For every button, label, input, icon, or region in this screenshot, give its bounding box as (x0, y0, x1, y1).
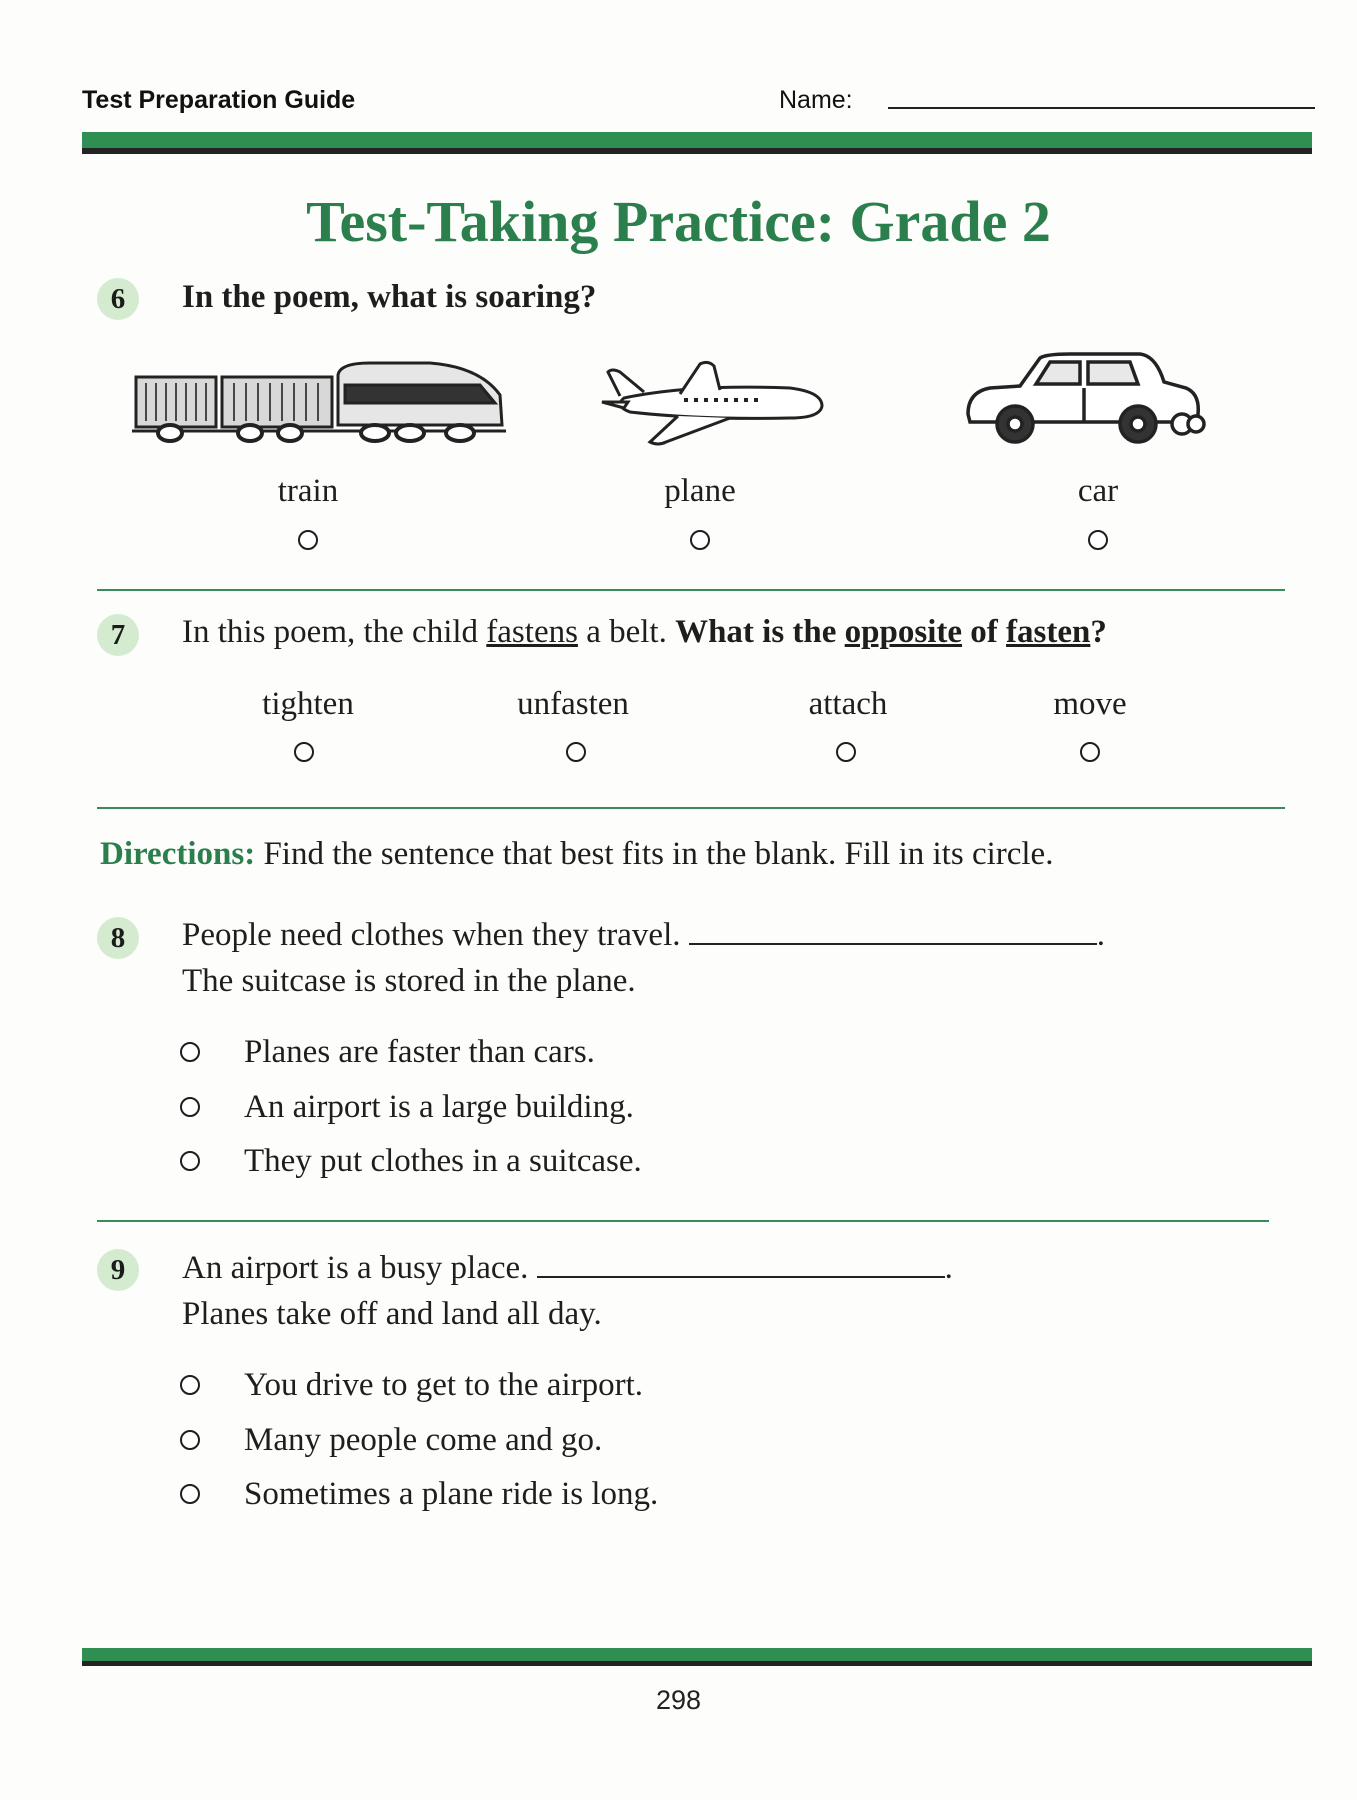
q7-option-bubble[interactable] (566, 742, 586, 762)
section-divider (97, 1220, 1269, 1222)
q7-bold-part1: What is the (675, 614, 837, 650)
q7-word-fasten: fasten (1006, 614, 1091, 650)
footer-divider-bar (82, 1648, 1312, 1666)
q8-option-text: Planes are faster than cars. (244, 1034, 595, 1070)
q7-word-fastens: fastens (486, 614, 578, 650)
question-number-6: 6 (97, 278, 139, 320)
question-6-text: In the poem, what is soaring? (182, 279, 597, 315)
q7-option-label: attach (808, 686, 888, 722)
q7-prefix: In this poem, the child (182, 614, 479, 650)
q7-option-bubble[interactable] (294, 742, 314, 762)
header-divider-bar (82, 132, 1312, 154)
q6-option-train-bubble[interactable] (298, 530, 318, 550)
section-divider (97, 589, 1285, 591)
q7-bold-part2: of (970, 614, 998, 650)
q9-option-bubble[interactable] (180, 1375, 200, 1395)
q9-line-1 (182, 1250, 953, 1287)
q9-blank-period: . (944, 1250, 953, 1286)
name-label: Name: (779, 86, 853, 114)
q7-option-bubble[interactable] (836, 742, 856, 762)
question-number-7: 7 (97, 614, 139, 656)
q7-word-opposite: opposite (844, 614, 963, 650)
q7-option-label: move (1053, 686, 1127, 722)
section-divider (97, 807, 1285, 809)
question-number-9: 9 (97, 1249, 139, 1291)
q9-option-bubble[interactable] (180, 1484, 200, 1504)
q8-option-text: An airport is a large building. (244, 1089, 634, 1125)
q9-option-text: Sometimes a plane ride is long. (244, 1476, 659, 1512)
directions-text: Find the sentence that best fits in the blank. Fill in its circle. (263, 836, 1054, 872)
page-number: 298 (655, 1685, 702, 1715)
q9-sentence-1: An airport is a busy place. (182, 1250, 529, 1286)
q7-option-label: unfasten (517, 686, 629, 722)
name-field-line[interactable] (888, 107, 1315, 109)
car-icon (960, 352, 1210, 452)
q6-option-train-label: train (277, 473, 339, 509)
question-7-text (182, 614, 1107, 651)
q8-sentence-2: The suitcase is stored in the plane. (182, 963, 636, 999)
directions-label: Directions: (100, 836, 256, 872)
plane-icon (600, 358, 830, 448)
q6-option-car-label: car (1077, 473, 1119, 509)
q9-option-text: You drive to get to the airport. (244, 1367, 644, 1403)
q8-line-1 (182, 917, 1105, 954)
q7-option-bubble[interactable] (1080, 742, 1100, 762)
q9-option-text: Many people come and go. (244, 1422, 603, 1458)
q6-option-plane-bubble[interactable] (690, 530, 710, 550)
q8-blank-period: . (1096, 917, 1105, 953)
q7-mid: a belt. (586, 614, 667, 650)
q9-option-bubble[interactable] (180, 1430, 200, 1450)
q8-option-bubble[interactable] (180, 1042, 200, 1062)
q8-option-bubble[interactable] (180, 1097, 200, 1117)
q9-sentence-2: Planes take off and land all day. (182, 1296, 602, 1332)
question-number-8: 8 (97, 917, 139, 959)
q8-answer-blank (689, 918, 1097, 945)
directions (100, 836, 1053, 873)
q8-sentence-1: People need clothes when they travel. (182, 917, 681, 953)
q8-option-text: They put clothes in a suitcase. (244, 1143, 642, 1179)
train-icon (130, 355, 510, 447)
q8-option-bubble[interactable] (180, 1151, 200, 1171)
q7-question-mark: ? (1090, 614, 1107, 650)
q6-option-car-bubble[interactable] (1088, 530, 1108, 550)
guide-title: Test Preparation Guide (82, 86, 356, 114)
q7-option-label: tighten (262, 686, 354, 722)
q9-answer-blank (537, 1251, 945, 1278)
q6-option-plane-label: plane (664, 473, 736, 509)
page-title: Test-Taking Practice: Grade 2 (306, 189, 1051, 254)
